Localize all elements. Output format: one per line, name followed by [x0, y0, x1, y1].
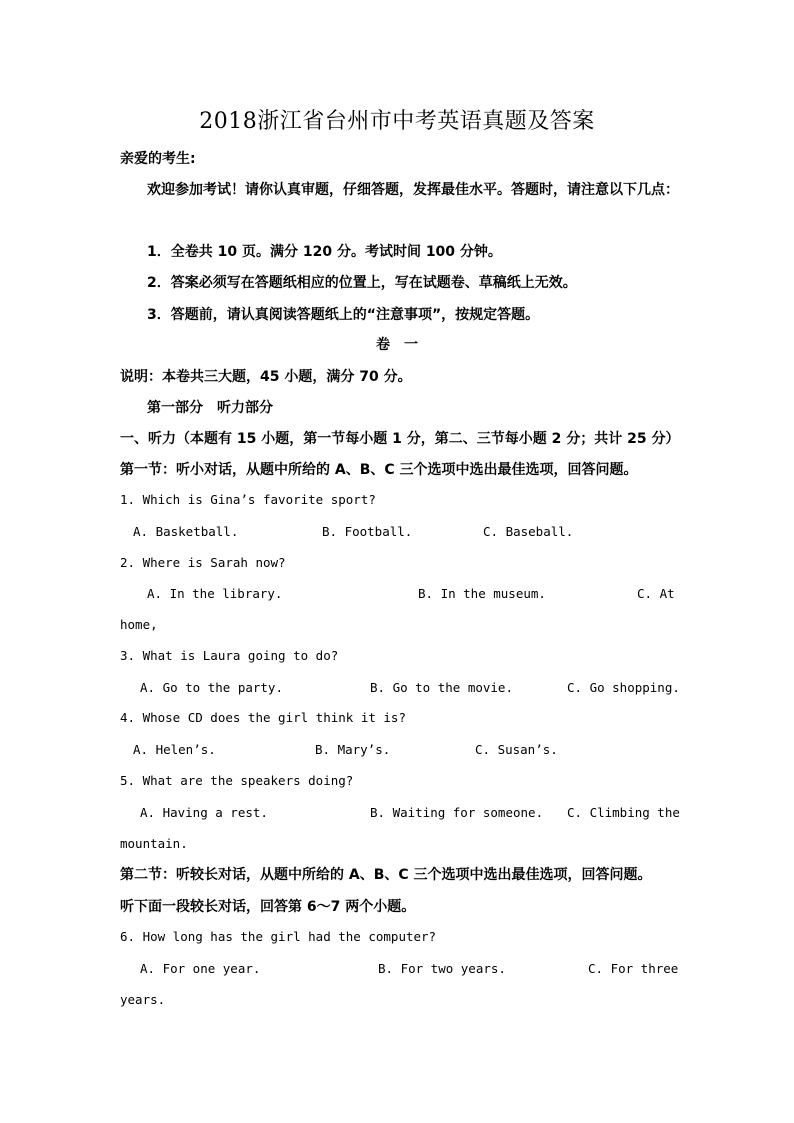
page-title: 2018浙江省台州市中考英语真题及答案: [199, 109, 595, 134]
welcome-text: 欢迎参加考试！请你认真审题，仔细答题，发挥最佳水平。答题时，请注意以下几点：: [147, 182, 679, 198]
question-4: 4. Whose CD does the girl think it is?: [120, 710, 406, 725]
q6-option-c: C. For three: [588, 961, 679, 976]
section2-subinstruction: 听下面一段较长对话，回答第 6～7 两个小题。: [120, 899, 416, 915]
note-3: 3．答题前，请认真阅读答题纸上的“注意事项”，按规定答题。: [147, 307, 540, 323]
q5-option-b: B. Waiting for someone.: [370, 805, 544, 820]
question-3: 3. What is Laura going to do?: [120, 648, 339, 663]
q2-option-b: B. In the museum.: [418, 586, 546, 601]
q1-option-a: A. Basketball.: [133, 524, 239, 539]
q2-option-a: A. In the library.: [147, 586, 283, 601]
section2-instruction: 第二节：听较长对话，从题中所给的 A、B、C 三个选项中选出最佳选项，回答问题。: [120, 867, 652, 883]
volume-description: 说明：本卷共三大题，45 小题，满分 70 分。: [120, 369, 412, 385]
q4-option-c: C. Susan’s.: [475, 742, 558, 757]
q6-option-a: A. For one year.: [140, 961, 261, 976]
q4-option-a: A. Helen’s.: [133, 742, 216, 757]
q1-option-b: B. Football.: [322, 524, 413, 539]
part-heading: 第一部分 听力部分: [147, 400, 273, 416]
q1-option-c: C. Baseball.: [483, 524, 574, 539]
question-6: 6. How long has the girl had the computer?: [120, 929, 437, 944]
q5-option-c-wrap: mountain.: [120, 836, 188, 851]
question-2: 2. Where is Sarah now?: [120, 555, 286, 570]
q3-option-b: B. Go to the movie.: [370, 680, 513, 695]
q5-option-a: A. Having a rest.: [140, 805, 268, 820]
volume-heading: 卷 一: [376, 337, 418, 353]
section1-instruction: 第一节：听小对话，从题中所给的 A、B、C 三个选项中选出最佳选项，回答问题。: [120, 462, 638, 478]
note-1: 1．全卷共 10 页。满分 120 分。考试时间 100 分钟。: [147, 244, 502, 260]
note-2: 2．答案必须写在答题纸相应的位置上，写在试题卷、草稿纸上无效。: [147, 275, 577, 291]
q6-option-c-wrap: years.: [120, 992, 166, 1007]
greeting: 亲爱的考生:: [120, 151, 196, 167]
q6-option-b: B. For two years.: [378, 961, 506, 976]
question-5: 5. What are the speakers doing?: [120, 773, 354, 788]
q4-option-b: B. Mary’s.: [315, 742, 391, 757]
q2-option-c: C. At: [637, 586, 675, 601]
q3-option-a: A. Go to the party.: [140, 680, 283, 695]
q2-option-c-wrap: home,: [120, 617, 158, 632]
q5-option-c: C. Climbing the: [567, 805, 680, 820]
section-heading: 一、听力（本题有 15 小题，第一节每小题 1 分，第二、三节每小题 2 分；共计 25 分）: [120, 431, 680, 447]
q3-option-c: C. Go shopping.: [567, 680, 680, 695]
question-1: 1. Which is Gina’s favorite sport?: [120, 492, 376, 507]
